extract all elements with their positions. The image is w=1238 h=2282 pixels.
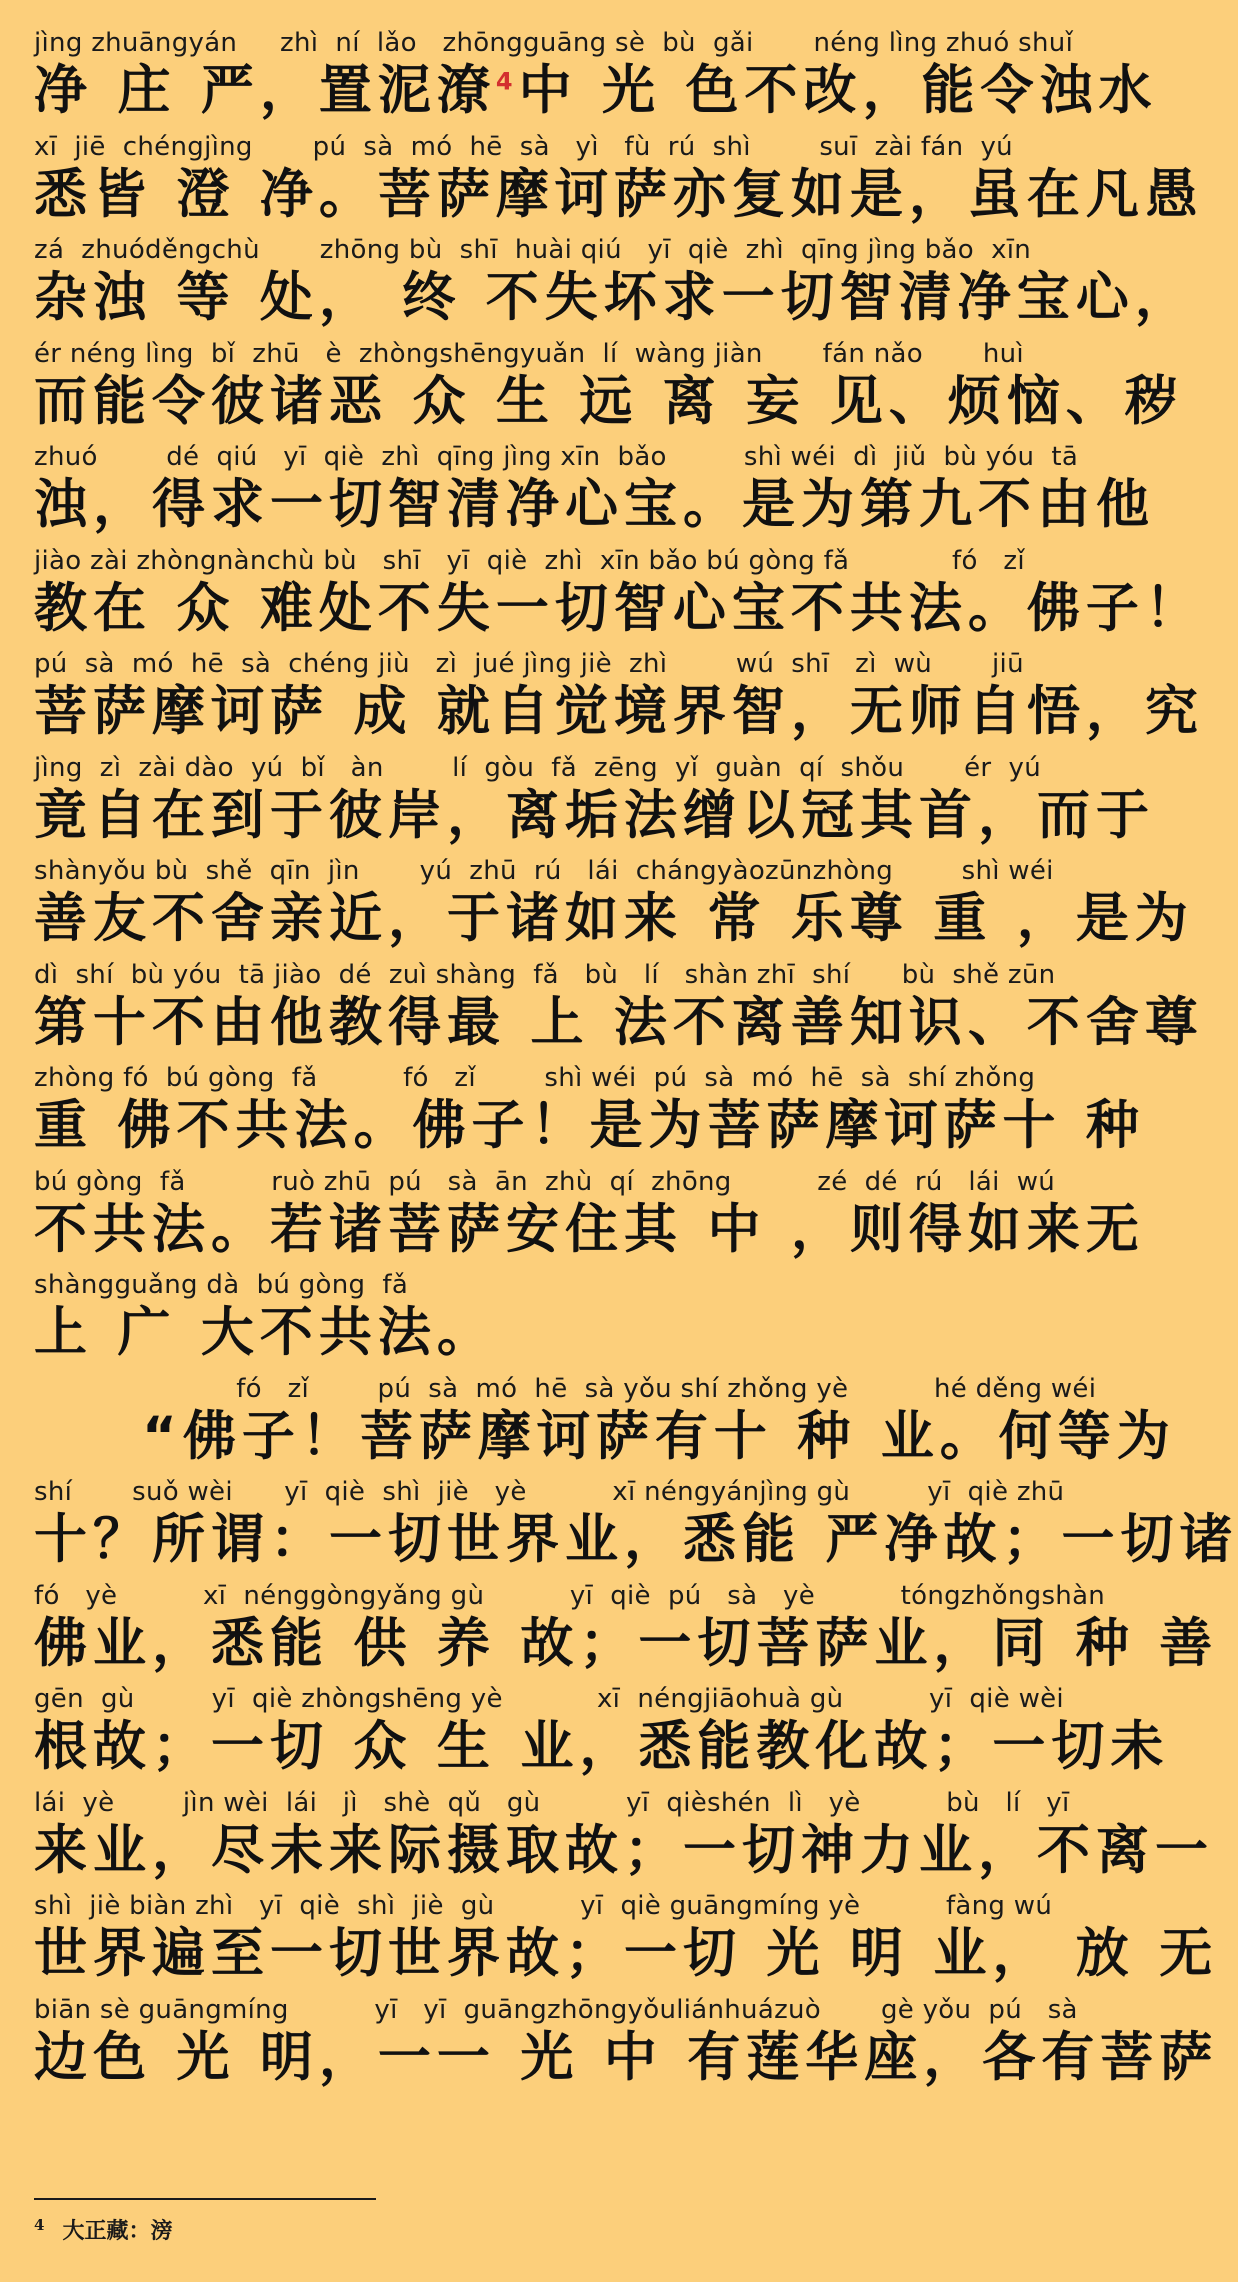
text-line — [34, 1270, 1046, 1368]
text-line — [34, 131, 1204, 230]
pinyin-line: zá zhuóděngchù zhōng bù shī huài qiú yī qiè zhì qīng jìng bǎo xīn — [34, 235, 1032, 265]
text-line — [34, 959, 1204, 1058]
hanzi-line: 佛业，悉能 供 养 故；一切菩萨业，同 种 善 — [34, 1612, 1219, 1674]
hanzi-line: 善友不舍亲近，于诸如来 常 乐尊 重 ，是为 — [34, 888, 1194, 949]
hanzi-line: 十？所谓：一切世界业，悉能 严净故；一切诸 — [34, 1509, 1238, 1570]
pinyin-line: dì shí bù yóu tā jiào dé zuì shàng fǎ bù lí shàn zhī shí bù shě zūn — [34, 959, 1056, 990]
text-line — [34, 442, 1155, 540]
pinyin-line: ér néng lìng bǐ zhū è zhòngshēngyuǎn lí wàng jiàn fán nǎo huì — [34, 338, 1024, 369]
pinyin-line: shí suǒ wèi yī qiè shì jiè yè xī néngyánjìng gù yī qiè zhū — [34, 1477, 1065, 1507]
hanzi-line: 杂浊 等 处， 终 不失坏求一切智清净宝心， — [34, 267, 1194, 328]
text-line — [34, 338, 1184, 437]
pinyin-line: jiào zài zhòngnànchù bù shī yī qiè zhì xīn bǎo bú gòng fǎ fó zǐ — [34, 545, 1025, 576]
footnote-divider — [34, 2198, 376, 2200]
hanzi-line: 竟自在到于彼岸，离垢法缯以冠其首，而于 — [34, 784, 1155, 846]
pinyin-line: shànyǒu bù shě qīn jìn yú zhū rú lái chángyàozūnzhòng shì wéi — [34, 856, 1054, 886]
footnote — [34, 2214, 172, 2245]
hanzi-line: 上 广 大不共法。 — [34, 1302, 496, 1363]
footnote-reference[interactable]: 4 — [495, 67, 519, 96]
pinyin-line: biān sè guāngmíng yī yī guāngzhōngyǒuliánhuázuò gè yǒu pú sà — [34, 1994, 1078, 2025]
pinyin-line: fó yè xī nénggòngyǎng gù yī qiè pú sà yè tóngzhǒngshàn — [34, 1580, 1106, 1611]
pinyin-line: xī jiē chéngjìng pú sà mó hē sà yì fù rú shì suī zài fán yú — [34, 131, 1013, 162]
pinyin-line: shì jiè biàn zhì yī qiè shì jiè gù yī qiè guāngmíng yè fàng wú — [34, 1891, 1053, 1921]
hanzi-line: “佛子！菩萨摩诃萨有十 种 业。何等为 — [142, 1405, 1176, 1467]
hanzi-line: 第十不由他教得最 上 法不离善知识、不舍尊 — [34, 991, 1204, 1053]
hanzi-segment: 中 光 色不改，能令浊水 — [518, 60, 1158, 121]
text-line — [34, 1373, 1176, 1472]
text-line — [34, 1477, 1238, 1575]
hanzi-line: 不共法。若诸菩萨安住其 中 ，则得如来无 — [34, 1198, 1145, 1260]
text-line — [34, 28, 1158, 126]
hanzi-line: 世界遍至一切世界故；一切 光 明 业， 放 无 — [34, 1923, 1219, 1984]
hanzi-line: 悉皆 澄 净。菩萨摩诃萨亦复如是，虽在凡愚 — [34, 163, 1204, 225]
pinyin-line: pú sà mó hē sà chéng jiù zì jué jìng jiè zhì wú shī zì wù jiū — [34, 649, 1024, 679]
hanzi-line: 而能令彼诸恶 众 生 远 离 妄 见、烦恼、秽 — [34, 370, 1184, 432]
text-line — [34, 856, 1194, 954]
pinyin-line: jìng zì zài dào yú bǐ àn lí gòu fǎ zēng yǐ guàn qí shǒu ér yú — [34, 752, 1041, 783]
pinyin-line: zhuó dé qiú yī qiè zhì qīng jìng xīn bǎo shì wéi dì jiǔ bù yóu tā — [34, 442, 1079, 472]
hanzi-line: 重 佛不共法。佛子！是为菩萨摩诃萨十 种 — [34, 1095, 1145, 1156]
pinyin-line: fó zǐ pú sà mó hē sà yǒu shí zhǒng yè hé děng wéi — [142, 1373, 1097, 1404]
hanzi-line: 教在 众 难处不失一切智心宝不共法。佛子！ — [34, 577, 1204, 639]
pinyin-line: zhòng fó bú gòng fǎ fó zǐ shì wéi pú sà mó hē sà shí zhǒng — [34, 1063, 1036, 1093]
pinyin-line: jìng zhuāngyán zhì ní lǎo zhōngguāng sè bù gǎi néng lìng zhuó shuǐ — [34, 28, 1074, 58]
hanzi-line — [34, 60, 1158, 126]
hanzi-line: 根故；一切 众 生 业，悉能教化故；一切未 — [34, 1716, 1170, 1777]
pinyin-line: gēn gù yī qiè zhòngshēng yè xī néngjiāohuà gù yī qiè wèi — [34, 1684, 1064, 1714]
text-line — [34, 1891, 1219, 1989]
footnote-text: 大正藏：滂 — [62, 2218, 173, 2244]
text-line — [34, 752, 1155, 851]
hanzi-segment: 净 庄 严，置泥潦 — [34, 60, 496, 121]
text-line — [34, 235, 1194, 333]
hanzi-line: 浊，得求一切智清净心宝。是为第九不由他 — [34, 474, 1155, 535]
hanzi-line: 菩萨摩诃萨 成 就自觉境界智，无师自悟，究 — [34, 681, 1204, 742]
text-line — [34, 1994, 1219, 2093]
footnote-number: 4 — [34, 2215, 45, 2234]
text-line — [34, 1684, 1170, 1782]
pinyin-line: lái yè jìn wèi lái jì shè qǔ gù yī qièshén lì yè bù lí yī — [34, 1787, 1070, 1818]
text-line — [34, 1787, 1214, 1886]
text-line — [34, 1580, 1219, 1679]
text-line — [34, 1063, 1145, 1161]
text-line — [34, 1166, 1145, 1265]
pinyin-line: shàngguǎng dà bú gòng fǎ — [34, 1270, 409, 1300]
text-line — [34, 545, 1204, 644]
hanzi-line: 边色 光 明，一一 光 中 有莲华座，各有菩萨 — [34, 2026, 1219, 2088]
text-line — [34, 649, 1204, 747]
pinyin-line: bú gòng fǎ ruò zhū pú sà ān zhù qí zhōng zé dé rú lái wú — [34, 1166, 1056, 1197]
hanzi-line: 来业，尽未来际摄取故；一切神力业，不离一 — [34, 1819, 1214, 1881]
